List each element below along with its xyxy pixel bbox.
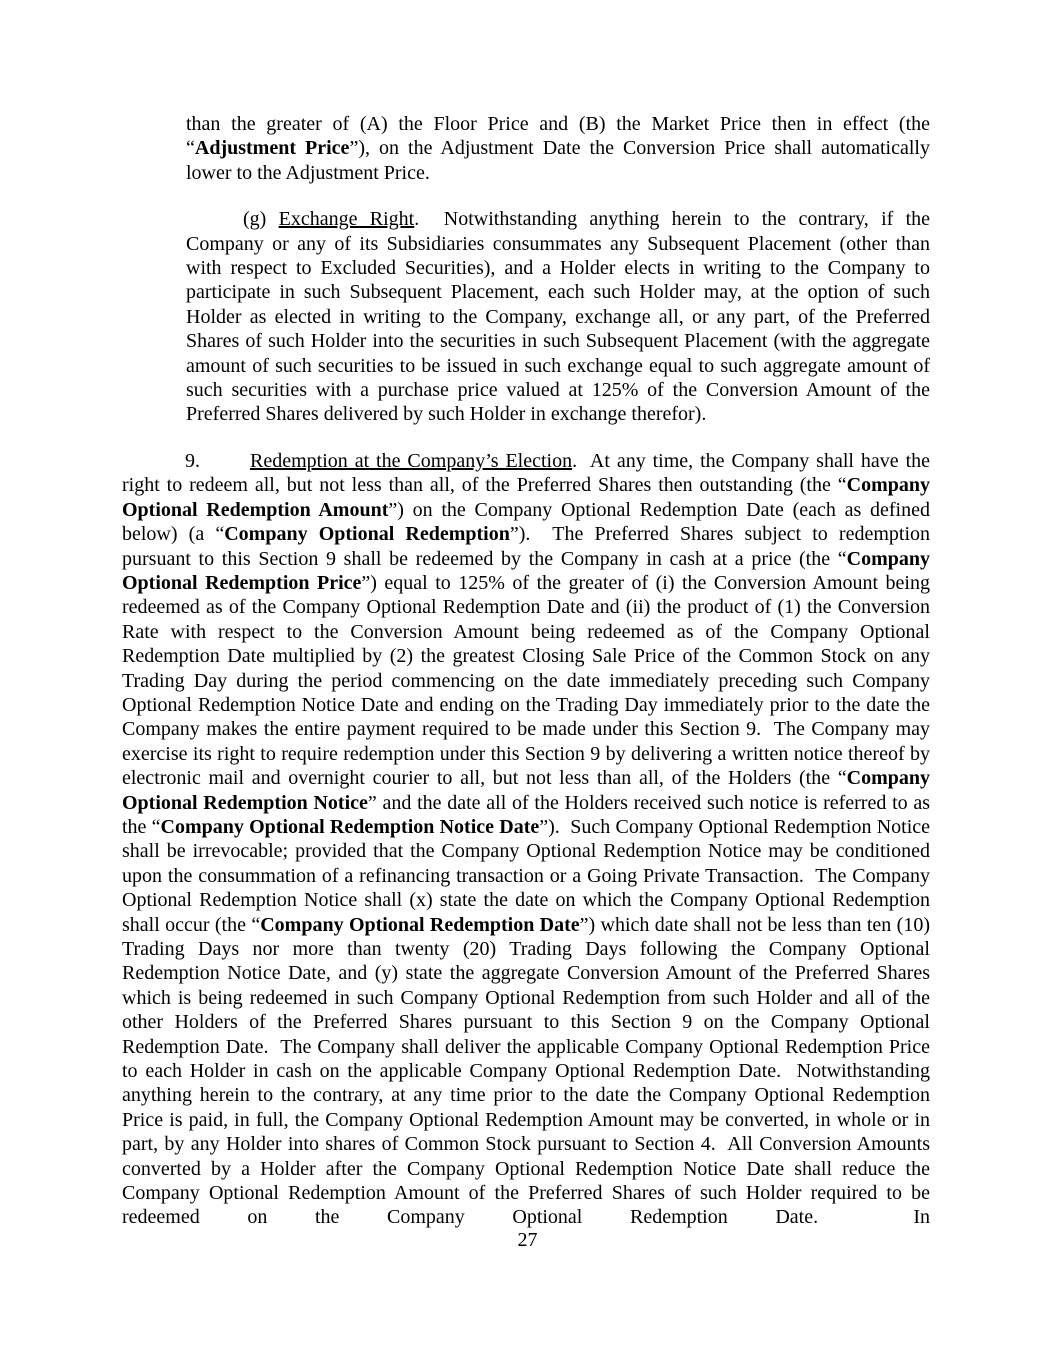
paragraph-adjustment-price-continuation: than the greater of (A) the Floor Price and (B) the Market Price then in effect (the “Adjustment Price”), on the Adjustment Date the Conversion Price shall automatically lower to the Adjustment Price. — [186, 113, 930, 184]
page-number: 27 — [517, 1229, 538, 1251]
paragraph-exchange-right: (g) Exchange Right. Notwithstanding anything herein to the contrary, if the Company or any of its Subsidiaries consummates any Subsequent Placement (other than with respect to Excluded Securities), and a Holder elects in writing to the Company to participate in such Subsequent Placement, each such Holder may, at the option of such Holder as elected in writing to the Company, exchange all, or any part, of the Preferred Shares of such Holder into the securities in such Subsequent Placement (with the aggregate amount of such securities to be issued in such exchange equal to such aggregate amount of such securities with a purchase price valued at 125% of the Conversion Amount of the Preferred Shares delivered by such Holder in exchange therefor). — [186, 208, 930, 426]
page-content — [122, 112, 930, 1252]
paragraph-section-9-redemption: 9. Redemption at the Company’s Election. At any time, the Company shall have the right to redeem all, but not less than all, of the Preferred Shares then outstanding (the “Company Optional Redemption Amount”) on the Company Optional Redemption Date (each as defined below) (a “Company Optional Redemption”). The Preferred Shares subject to redemption pursuant to this Section 9 shall be redeemed by the Company in cash at a price (the “Company Optional Redemption Price”) equal to 125% of the greater of (i) the Conversion Amount being redeemed as of the Company Optional Redemption Date and (ii) the product of (1) the Conversion Rate with respect to the Conversion Amount being redeemed as of the Company Optional Redemption Date multiplied by (2) the greatest Closing Sale Price of the Common Stock on any Trading Day during the period commencing on the date immediately preceding such Company Optional Redemption Notice Date and ending on the Trading Day immediately prior to the date the Company makes the entire payment required to be made under this Section 9. The Company may exercise its right to require redemption under this Section 9 by delivering a written notice thereof by electronic mail and overnight courier to all, but not less than all, of the Holders (the “Company Optional Redemption Notice” and the date all of the Holders received such notice is referred to as the “Company Optional Redemption Notice Date”). Such Company Optional Redemption Notice shall be irrevocable; provided that the Company Optional Redemption Notice may be conditioned upon the consummation of a refinancing transaction or a Going Private Transaction. The Company Optional Redemption Notice shall (x) state the date on which the Company Optional Redemption shall occur (the “Company Optional Redemption Date”) which date shall not be less than ten (10) Trading Days nor more than twenty (20) Trading Days following the Company Optional Redemption Notice Date, and (y) state the aggregate Conversion Amount of the Preferred Shares which is being redeemed in such Company Optional Redemption from such Holder and all of the other Holders of the Preferred Shares pursuant to this Section 9 on the Company Optional Redemption Date. The Company shall deliver the applicable Company Optional Redemption Price to each Holder in cash on the applicable Company Optional Redemption Date. Notwithstanding anything herein to the contrary, at any time prior to the date the Company Optional Redemption Price is paid, in full, the Company Optional Redemption Amount may be converted, in whole or in part, by any Holder into shares of Common Stock pursuant to Section 4. All Conversion Amounts converted by a Holder after the Company Optional Redemption Notice Date shall reduce the Company Optional Redemption Amount of the Preferred Shares of such Holder required to be redeemed on the Company Optional Redemption Date. In — [122, 449, 931, 1229]
